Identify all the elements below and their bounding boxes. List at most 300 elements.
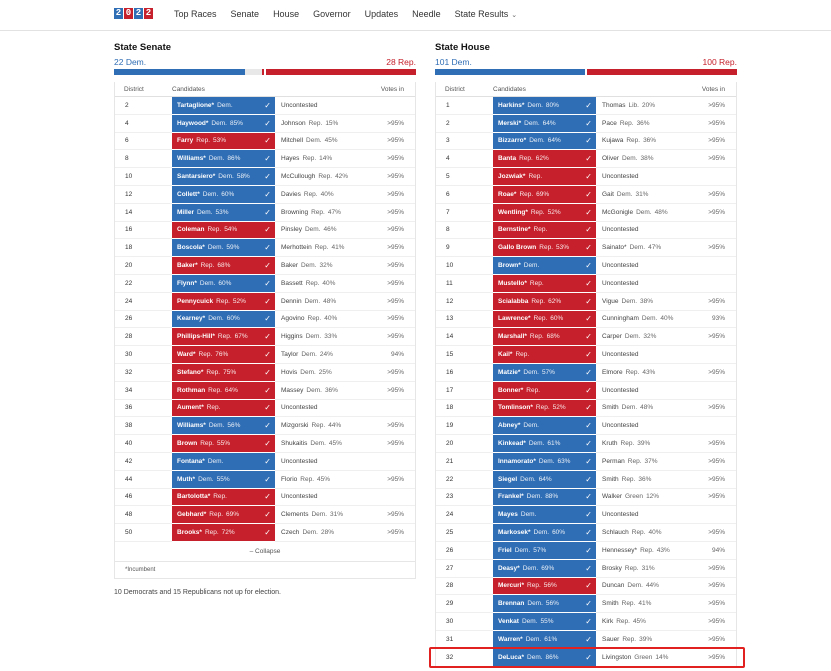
opponent-percent: 40% bbox=[320, 190, 334, 198]
votes-in-value: >95% bbox=[360, 115, 415, 133]
winner-info bbox=[498, 636, 557, 643]
check-icon: ✓ bbox=[585, 403, 592, 413]
winner-cell[interactable] bbox=[493, 346, 596, 364]
state-house-section bbox=[435, 42, 737, 668]
district-header: District bbox=[445, 85, 465, 93]
winner-name: Warren* bbox=[498, 635, 523, 643]
winner-percent: 61% bbox=[544, 635, 558, 643]
opponent-cell bbox=[596, 115, 681, 133]
winner-name: Bonner* bbox=[498, 386, 524, 394]
winner-party: Dem. bbox=[523, 422, 539, 430]
opponent-name: Duncan bbox=[602, 582, 625, 590]
opponent-cell bbox=[596, 328, 681, 346]
winner-info bbox=[498, 547, 546, 554]
votes-in-value: >95% bbox=[360, 133, 415, 151]
winner-info bbox=[177, 298, 246, 305]
votes-in-value: >95% bbox=[360, 417, 415, 435]
winner-info bbox=[177, 440, 230, 447]
winner-cell[interactable] bbox=[172, 489, 275, 507]
winner-cell[interactable] bbox=[172, 115, 275, 133]
opponent-name: Kirk bbox=[602, 618, 614, 625]
opponent-name: Uncontested bbox=[281, 404, 318, 412]
opponent-percent: 47% bbox=[327, 208, 341, 216]
winner-party: Rep. bbox=[200, 440, 214, 448]
winner-percent: 54% bbox=[224, 226, 238, 234]
winner-cell[interactable] bbox=[172, 382, 275, 400]
winner-info bbox=[177, 102, 233, 109]
votes-in-value: >95% bbox=[360, 239, 415, 257]
winner-cell[interactable] bbox=[493, 275, 596, 293]
opponent-name: Elmore bbox=[602, 368, 623, 376]
winner-percent: 56% bbox=[227, 422, 241, 430]
opponent-name: Sauer bbox=[602, 635, 620, 643]
winner-cell[interactable] bbox=[172, 346, 275, 364]
winner-party: Dem. bbox=[528, 440, 545, 448]
votes-in-value: >95% bbox=[360, 293, 415, 311]
opponent-cell bbox=[275, 204, 360, 222]
winner-party: Rep. bbox=[209, 511, 223, 519]
check-icon: ✓ bbox=[264, 474, 271, 484]
district-number: 16 bbox=[115, 222, 172, 240]
logo-digit: 2 bbox=[135, 8, 142, 18]
opponent-percent: 38% bbox=[640, 155, 654, 163]
opponent-name: Davies bbox=[281, 190, 301, 198]
winner-name: Brown* bbox=[498, 262, 521, 270]
opponent-name: Uncontested bbox=[602, 279, 639, 287]
table-row bbox=[115, 186, 415, 204]
check-icon: ✓ bbox=[264, 385, 271, 395]
opponent-party: Dem. bbox=[616, 190, 633, 198]
opponent-cell bbox=[596, 346, 681, 364]
opponent-party: Rep. bbox=[311, 208, 325, 216]
opponent-percent: 36% bbox=[324, 386, 338, 394]
opponent-cell bbox=[275, 435, 360, 453]
winner-party: Rep. bbox=[200, 262, 215, 270]
winner-percent: 55% bbox=[216, 440, 230, 448]
table-row bbox=[115, 311, 415, 329]
winner-party: Dem. bbox=[211, 119, 227, 127]
opponent-party: Dem. bbox=[306, 137, 322, 145]
winner-cell[interactable] bbox=[493, 613, 596, 631]
winner-percent: 60% bbox=[218, 279, 232, 287]
winner-cell[interactable] bbox=[493, 595, 596, 613]
winner-cell[interactable] bbox=[493, 417, 596, 435]
check-icon: ✓ bbox=[585, 261, 592, 271]
opponent-name: Uncontested bbox=[602, 422, 639, 430]
opponent-percent: 36% bbox=[636, 119, 650, 127]
rep-seat-count: 100 Rep. bbox=[702, 57, 737, 67]
opponent-cell bbox=[275, 222, 360, 240]
district-number: 25 bbox=[436, 524, 493, 542]
opponent-party: Rep. bbox=[314, 244, 329, 252]
winner-info bbox=[177, 458, 223, 465]
winner-party: Dem. bbox=[527, 653, 543, 661]
opponent-party: Dem. bbox=[621, 155, 638, 163]
opponent-cell bbox=[596, 239, 681, 257]
check-icon: ✓ bbox=[585, 652, 592, 662]
district-number: 28 bbox=[115, 328, 172, 346]
check-icon: ✓ bbox=[264, 421, 271, 431]
opponent-cell bbox=[596, 364, 681, 382]
winner-info bbox=[177, 262, 230, 269]
winner-cell[interactable] bbox=[172, 150, 275, 168]
house-rows bbox=[436, 97, 736, 667]
check-icon: ✓ bbox=[264, 510, 271, 520]
table-row bbox=[115, 489, 415, 507]
votes-in-value: 94% bbox=[681, 542, 736, 560]
winner-party: Rep. bbox=[539, 244, 554, 252]
table-row bbox=[436, 435, 736, 453]
opponent-party: Dem. bbox=[302, 529, 318, 537]
opponent-name: Vigue bbox=[602, 297, 619, 305]
winner-party: Dem. bbox=[520, 475, 536, 483]
winner-cell[interactable] bbox=[493, 364, 596, 382]
check-icon: ✓ bbox=[264, 261, 271, 271]
opponent-name: Agovino bbox=[281, 315, 305, 323]
winner-cell[interactable] bbox=[172, 471, 275, 489]
winner-info bbox=[498, 511, 536, 518]
check-icon: ✓ bbox=[264, 136, 271, 146]
winner-cell[interactable] bbox=[493, 257, 596, 275]
opponent-cell bbox=[275, 115, 360, 133]
winner-cell[interactable] bbox=[172, 275, 275, 293]
winner-cell[interactable] bbox=[172, 400, 275, 418]
opponent-party: Rep. bbox=[616, 618, 630, 625]
winner-cell[interactable] bbox=[172, 328, 275, 346]
opponent-cell bbox=[596, 631, 681, 649]
logo-digit: 2 bbox=[145, 8, 152, 18]
votes-in-value: >95% bbox=[681, 328, 736, 346]
table-row bbox=[436, 204, 736, 222]
winner-name: Haywood* bbox=[177, 119, 209, 127]
winner-cell[interactable] bbox=[172, 453, 275, 471]
district-number: 30 bbox=[436, 613, 493, 631]
votes-in-value: >95% bbox=[360, 275, 415, 293]
winner-percent: 59% bbox=[226, 244, 240, 252]
winner-name: Lawrence* bbox=[498, 315, 531, 323]
votes-in-value: >95% bbox=[681, 150, 736, 168]
check-icon: ✓ bbox=[264, 118, 271, 128]
opponent-name: Smith bbox=[602, 475, 619, 483]
winner-cell[interactable] bbox=[493, 435, 596, 453]
district-number: 21 bbox=[436, 453, 493, 471]
opponent-name: McCullough bbox=[281, 173, 316, 181]
nav-senate[interactable]: Senate bbox=[230, 9, 260, 19]
winner-info bbox=[498, 280, 544, 287]
winner-cell[interactable] bbox=[493, 328, 596, 346]
opponent-cell bbox=[275, 97, 360, 115]
winner-cell[interactable] bbox=[172, 257, 275, 275]
winner-percent: 55% bbox=[540, 618, 554, 625]
opponent-cell bbox=[596, 311, 681, 329]
winner-party: Dem. bbox=[208, 315, 224, 323]
winner-percent: 88% bbox=[545, 493, 559, 501]
winner-party: Dem. bbox=[538, 457, 555, 465]
winner-info bbox=[498, 654, 559, 661]
opponent-name: Uncontested bbox=[281, 457, 318, 465]
opponent-percent: 20% bbox=[641, 101, 655, 109]
opponent-cell bbox=[596, 417, 681, 435]
table-header bbox=[115, 82, 415, 97]
table-row bbox=[436, 328, 736, 346]
winner-percent: 67% bbox=[234, 333, 248, 341]
logo-digit: 0 bbox=[125, 8, 132, 18]
opponent-party: Rep. bbox=[305, 279, 320, 287]
winner-cell[interactable] bbox=[493, 97, 596, 115]
district-number: 14 bbox=[115, 204, 172, 222]
winner-cell[interactable] bbox=[493, 222, 596, 240]
winner-cell[interactable] bbox=[493, 578, 596, 596]
winner-cell[interactable] bbox=[493, 204, 596, 222]
votes-in-value: >95% bbox=[681, 204, 736, 222]
nav-state-results[interactable] bbox=[455, 9, 517, 19]
table-row bbox=[115, 506, 415, 524]
opponent-cell bbox=[275, 150, 360, 168]
opponent-percent: 46% bbox=[323, 226, 337, 234]
winner-cell[interactable] bbox=[493, 631, 596, 649]
opponent-name: Schlauch bbox=[602, 529, 629, 537]
nav-house[interactable]: House bbox=[273, 9, 300, 19]
winner-cell[interactable] bbox=[493, 560, 596, 578]
winner-cell[interactable] bbox=[493, 239, 596, 257]
winner-party: Dem. bbox=[514, 546, 531, 554]
table-row bbox=[115, 97, 415, 115]
winner-cell[interactable] bbox=[172, 186, 275, 204]
dem-bar bbox=[435, 69, 585, 75]
winner-percent: 56% bbox=[545, 600, 559, 608]
winner-cell[interactable] bbox=[172, 239, 275, 257]
opponent-percent: 37% bbox=[644, 457, 658, 465]
winner-cell[interactable] bbox=[493, 542, 596, 560]
table-row bbox=[436, 150, 736, 168]
opponent-percent: 14% bbox=[319, 155, 333, 163]
opponent-party: Dem. bbox=[624, 333, 641, 341]
check-icon: ✓ bbox=[264, 100, 271, 110]
winner-info bbox=[498, 565, 554, 572]
winner-cell[interactable] bbox=[493, 400, 596, 418]
table-row bbox=[115, 471, 415, 489]
check-icon: ✓ bbox=[585, 385, 592, 395]
winner-info bbox=[177, 244, 239, 251]
winner-cell[interactable] bbox=[172, 417, 275, 435]
opponent-name: Thomas bbox=[602, 101, 626, 109]
check-icon: ✓ bbox=[264, 207, 271, 217]
winner-party: Rep. bbox=[529, 279, 544, 287]
winner-cell[interactable] bbox=[493, 293, 596, 311]
winner-party: Rep. bbox=[529, 333, 544, 341]
winner-cell[interactable] bbox=[493, 649, 596, 667]
winner-percent: 53% bbox=[213, 137, 227, 145]
winner-party: Rep. bbox=[216, 297, 230, 305]
opponent-percent: 48% bbox=[640, 404, 654, 412]
check-icon: ✓ bbox=[585, 207, 592, 217]
table-row bbox=[115, 417, 415, 435]
winner-party: Rep. bbox=[519, 155, 533, 163]
winner-info bbox=[177, 280, 231, 287]
opponent-percent: 44% bbox=[328, 422, 342, 430]
table-row bbox=[115, 328, 415, 346]
winner-cell[interactable] bbox=[493, 133, 596, 151]
winner-cell[interactable] bbox=[493, 186, 596, 204]
winner-info bbox=[498, 226, 547, 233]
winner-info bbox=[498, 351, 529, 358]
winner-info bbox=[498, 529, 565, 536]
check-icon: ✓ bbox=[585, 278, 592, 288]
opponent-party: Dem. bbox=[629, 244, 646, 252]
votes-in-value: >95% bbox=[360, 364, 415, 382]
opponent-percent: 40% bbox=[324, 315, 338, 323]
winner-name: Santarsiero* bbox=[177, 173, 216, 181]
opponent-name: Kruth bbox=[602, 440, 618, 448]
table-row bbox=[115, 364, 415, 382]
winner-cell[interactable] bbox=[493, 471, 596, 489]
winner-cell[interactable] bbox=[172, 97, 275, 115]
winner-info bbox=[177, 315, 240, 322]
winner-name: Kinkead* bbox=[498, 440, 526, 448]
opponent-name: Uncontested bbox=[281, 493, 318, 501]
votes-in-value bbox=[681, 506, 736, 524]
winner-info bbox=[177, 511, 239, 518]
winner-info bbox=[177, 155, 240, 162]
check-icon: ✓ bbox=[264, 243, 271, 253]
opponent-party: Dem. bbox=[641, 315, 658, 323]
opponent-percent: 45% bbox=[632, 618, 646, 625]
opponent-cell bbox=[275, 133, 360, 151]
winner-party: Rep. bbox=[207, 226, 222, 234]
votes-in-value bbox=[681, 346, 736, 364]
winner-name: Kail* bbox=[498, 351, 513, 359]
opponent-name: Bassett bbox=[281, 279, 303, 287]
dem-seat-count: 101 Dem. bbox=[435, 57, 472, 67]
opponent-party: Rep. bbox=[640, 546, 654, 554]
votes-in-value: >95% bbox=[360, 524, 415, 542]
opponent-name: Florio bbox=[281, 475, 298, 483]
opponent-percent: 42% bbox=[335, 173, 349, 181]
winner-cell[interactable] bbox=[493, 489, 596, 507]
table-row bbox=[436, 97, 736, 115]
nav-updates[interactable]: Updates bbox=[364, 9, 399, 19]
winner-cell[interactable] bbox=[493, 311, 596, 329]
nav-governor[interactable]: Governor bbox=[313, 9, 351, 19]
district-number: 46 bbox=[115, 489, 172, 507]
district-header: District bbox=[124, 85, 144, 93]
winner-cell[interactable] bbox=[172, 168, 275, 186]
winner-name: Scialabba bbox=[498, 297, 529, 305]
nav-top-races[interactable]: Top Races bbox=[174, 9, 217, 19]
opponent-party: Dem. bbox=[305, 333, 322, 341]
winner-party: Rep. bbox=[533, 226, 548, 234]
table-row bbox=[115, 204, 415, 222]
check-icon: ✓ bbox=[585, 100, 592, 110]
opponent-party: Green bbox=[634, 653, 653, 661]
opponent-name: Carper bbox=[602, 333, 622, 341]
winner-cell[interactable] bbox=[172, 204, 275, 222]
table-row bbox=[436, 346, 736, 364]
winner-cell[interactable] bbox=[493, 453, 596, 471]
votes-in-value bbox=[360, 400, 415, 418]
winner-name: Flynn* bbox=[177, 279, 197, 287]
election-2022-logo[interactable] bbox=[114, 8, 153, 19]
district-number: 40 bbox=[115, 435, 172, 453]
opponent-percent: 43% bbox=[642, 368, 656, 376]
opponent-party: Rep. bbox=[308, 119, 323, 127]
votes-in-value bbox=[681, 257, 736, 275]
winner-party: Dem. bbox=[207, 457, 224, 465]
opponent-party: Dem. bbox=[627, 582, 643, 590]
opponent-cell bbox=[596, 133, 681, 151]
winner-cell[interactable] bbox=[493, 382, 596, 400]
table-row bbox=[115, 524, 415, 542]
winner-cell[interactable] bbox=[493, 115, 596, 133]
votes-in-value: >95% bbox=[360, 186, 415, 204]
winner-name: Merski* bbox=[498, 119, 522, 127]
collapse-button[interactable]: – Collapse bbox=[115, 542, 415, 562]
winner-percent: 57% bbox=[533, 546, 547, 554]
opponent-party: Dem. bbox=[311, 511, 327, 519]
winner-cell[interactable] bbox=[172, 364, 275, 382]
votes-in-value: >95% bbox=[360, 328, 415, 346]
opponent-name: Smith bbox=[602, 600, 619, 608]
check-icon: ✓ bbox=[585, 634, 592, 644]
votes-in-value: >95% bbox=[360, 257, 415, 275]
winner-info bbox=[498, 298, 561, 305]
winner-cell[interactable] bbox=[493, 524, 596, 542]
winner-info bbox=[498, 191, 549, 198]
table-row bbox=[436, 382, 736, 400]
winner-cell[interactable] bbox=[172, 311, 275, 329]
votes-in-value bbox=[681, 275, 736, 293]
winner-name: Mustello* bbox=[498, 279, 527, 287]
winner-info bbox=[177, 173, 250, 180]
winner-cell[interactable] bbox=[172, 435, 275, 453]
district-number: 36 bbox=[115, 400, 172, 418]
opponent-party: Rep. bbox=[302, 155, 317, 163]
table-row bbox=[436, 275, 736, 293]
winner-name: Muth* bbox=[177, 475, 196, 483]
opponent-cell bbox=[596, 150, 681, 168]
district-number: 38 bbox=[115, 417, 172, 435]
winner-cell[interactable] bbox=[172, 293, 275, 311]
nav-needle[interactable]: Needle bbox=[412, 9, 441, 19]
winner-cell[interactable] bbox=[493, 168, 596, 186]
opponent-percent: 33% bbox=[324, 333, 338, 341]
winner-name: Phillips-Hill* bbox=[177, 333, 215, 341]
nav-links bbox=[174, 9, 531, 19]
winner-cell[interactable] bbox=[493, 506, 596, 524]
winner-cell[interactable] bbox=[493, 150, 596, 168]
winner-name: Tomlinson* bbox=[498, 404, 533, 412]
opponent-cell bbox=[275, 346, 360, 364]
winner-name: Fontana* bbox=[177, 457, 205, 465]
winner-info bbox=[498, 333, 560, 340]
opponent-percent: 41% bbox=[638, 600, 652, 608]
winner-party: Dem. bbox=[523, 262, 540, 270]
district-number: 11 bbox=[436, 275, 493, 293]
district-number: 26 bbox=[436, 542, 493, 560]
winner-cell[interactable] bbox=[172, 524, 275, 542]
winner-cell[interactable] bbox=[172, 133, 275, 151]
rep-bar bbox=[585, 69, 737, 75]
check-icon: ✓ bbox=[264, 439, 271, 449]
winner-info bbox=[498, 244, 569, 251]
winner-info bbox=[177, 137, 226, 144]
winner-cell[interactable] bbox=[172, 506, 275, 524]
logo-digit: 2 bbox=[115, 8, 122, 18]
winner-cell[interactable] bbox=[172, 222, 275, 240]
senate-results-table bbox=[114, 82, 416, 579]
opponent-party: Rep. bbox=[622, 635, 637, 643]
opponent-name: Hennessey* bbox=[602, 546, 638, 554]
